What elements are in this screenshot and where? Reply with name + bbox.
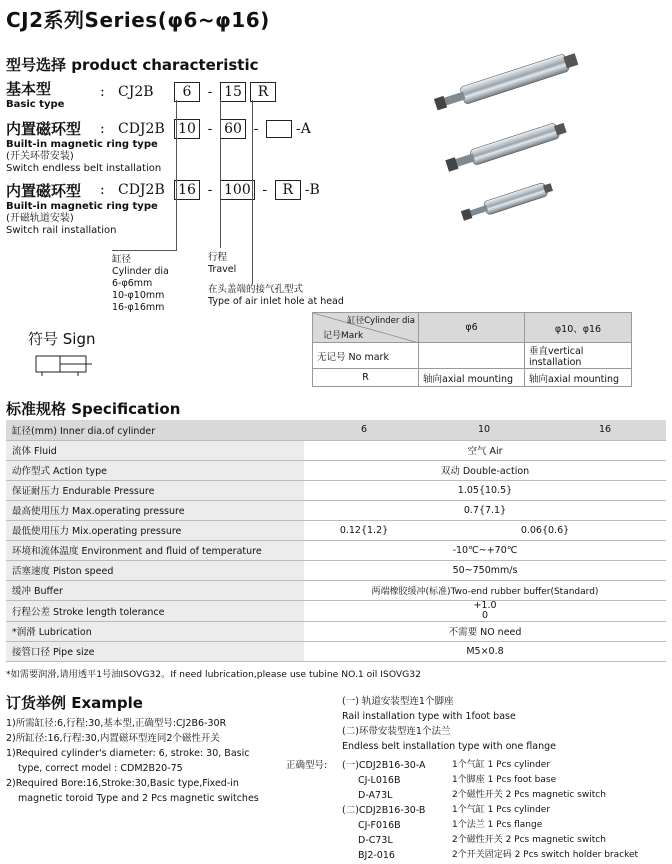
spec-label: 缓冲 Buffer	[6, 580, 304, 600]
model-row-label-en: Basic type	[6, 99, 65, 110]
bore-box: 16	[174, 180, 200, 200]
spec-row-pipe	[6, 641, 666, 661]
spec-value: 空气 Air	[304, 440, 666, 460]
bore-note-6: 6-φ6mm	[112, 278, 153, 289]
order-line: 1)所需缸径:6,行程:30,基本型,正确型号:CJ2B6-30R	[6, 718, 227, 729]
spec-heading: 标准规格 Specification	[6, 400, 181, 418]
model-prefix: CJ2B	[118, 84, 154, 100]
order-line: (二)环带安装型连1个法兰	[342, 726, 451, 737]
model-row-label-cn: 内置磁环型	[6, 182, 82, 200]
spec-label: 最高使用压力 Max.operating pressure	[6, 500, 304, 520]
sign-label: 符号 Sign	[28, 330, 96, 348]
item-code: D-C73L	[358, 835, 393, 846]
spec-value: 0.7{7.1}	[304, 500, 666, 520]
spec-value: 0.12{1.2}	[304, 520, 424, 540]
model-code-magnetic-b: : CDJ2B 16 - 100 - R -B	[100, 182, 320, 198]
mount-col-10-16: φ10、φ16	[525, 313, 632, 343]
spec-header-row	[6, 420, 666, 440]
item-desc: 1个气缸 1 Pcs cylinder	[452, 760, 551, 770]
corner-top-label: 缸径Cylinder dia	[347, 316, 415, 326]
item-code: BJ2-016	[358, 850, 395, 861]
model-row-sub-cn: (开磁轨道安装)	[6, 213, 74, 224]
spec-value: 0.06{0.6}	[424, 520, 666, 540]
order-line: 2)Required Bore:16,Stroke:30,Basic type,Fixed-in	[6, 778, 239, 789]
mount-cell: 垂直vertical installation	[525, 343, 632, 369]
model-section-heading: 型号选择 product characteristic	[6, 56, 259, 74]
model-row-label-cn: 基本型	[6, 80, 52, 98]
bore-box: 10	[174, 119, 200, 139]
mount-table	[312, 312, 632, 387]
travel-note-cn: 行程	[208, 252, 228, 263]
tolerance-upper: +1.0	[473, 599, 497, 611]
order-line: magnetic toroid Type and 2 Pcs magnetic switches	[18, 793, 259, 804]
code-box-empty	[266, 120, 292, 138]
mount-col-6: φ6	[419, 313, 525, 343]
item-code: (一)CDJ2B16-30-A	[342, 760, 426, 771]
code-box: R	[250, 82, 276, 102]
spec-label: 环境和流体温度 Environment and fluid of temperature	[6, 540, 304, 560]
bore-note-16: 16-φ16mm	[112, 302, 165, 313]
order-line: Rail installation type with 1foot base	[342, 711, 516, 722]
item-code: D-A73L	[358, 790, 393, 801]
model-code-basic: : CJ2B 6 - 15 R	[100, 82, 276, 102]
model-code-magnetic-a: : CDJ2B 10 - 60 - -A	[100, 121, 311, 137]
mount-table-corner	[313, 313, 419, 343]
inlet-note-cn: 在头盖端的接气孔型式	[208, 284, 304, 295]
bore-box: 6	[174, 82, 200, 102]
stroke-box: 60	[220, 119, 246, 139]
cylinder-symbol	[30, 352, 92, 376]
spec-label: *润滑 Lubrication	[6, 621, 304, 641]
spec-label: 最低使用压力 Mix.operating pressure	[6, 520, 304, 540]
inlet-leader-line	[252, 100, 253, 284]
spec-value: 不需要 NO need	[304, 621, 666, 641]
bore-note	[112, 254, 169, 314]
spec-header-10: 10	[424, 420, 544, 440]
mount-cell: R	[313, 369, 419, 387]
spec-row-temp	[6, 540, 666, 560]
spec-value: 两端橡胶缓冲(标准)Two-end rubber buffer(Standard)	[304, 580, 666, 600]
model-row-sub-cn: (开关环带安装)	[6, 151, 74, 162]
spec-value	[304, 600, 666, 621]
spec-row-min	[6, 520, 666, 540]
spec-footnote: *如需要润滑,请用透平1号油ISOVG32。If need lubrication,please use tubine NO.1 oil ISOVG32	[6, 669, 421, 680]
bore-note-en: Cylinder dia	[112, 266, 169, 277]
order-heading: 订货举例 Example	[6, 694, 143, 712]
spec-header-6: 6	[304, 420, 424, 440]
model-prefix: CDJ2B	[118, 121, 165, 137]
spec-header-16: 16	[544, 420, 666, 440]
spec-label: 流体 Fluid	[6, 440, 304, 460]
spec-value: -10℃~+70℃	[304, 540, 666, 560]
spec-value: 双动 Double-action	[304, 460, 666, 480]
spec-header-label: 缸径(mm) Inner dia.of cylinder	[6, 420, 304, 440]
tolerance-lower: 0	[481, 609, 489, 621]
stroke-box: 15	[220, 82, 246, 102]
code-box: R	[275, 180, 301, 200]
spec-row-lubrication	[6, 621, 666, 641]
cylinder-medium	[445, 120, 568, 174]
spec-label: 动作型式 Action type	[6, 460, 304, 480]
bore-note-cn: 缸径	[112, 254, 132, 265]
item-code: (二)CDJ2B16-30-B	[342, 805, 426, 816]
spec-label: 活塞速度 Piston speed	[6, 560, 304, 580]
item-desc: 1个脚座 1 Pcs foot base	[452, 775, 557, 785]
item-desc: 2个磁性开关 2 Pcs magnetic switch	[452, 835, 606, 845]
mount-row-nomark	[313, 343, 632, 369]
spec-value: 50~750mm/s	[304, 560, 666, 580]
inlet-note	[208, 284, 344, 308]
mount-cell: 轴向axial mounting	[525, 369, 632, 387]
order-line: 2)所缸径:16,行程:30,内置磁环型连同2个磁性开关	[6, 733, 220, 744]
model-row-label-en: Built-in magnetic ring type	[6, 201, 158, 212]
order-line: type, correct model : CDM2B20-75	[18, 763, 183, 774]
correct-model-label: 正确型号:	[286, 760, 328, 771]
order-line: (一) 轨道安装型连1个脚座	[342, 696, 454, 707]
travel-leader-line	[220, 100, 221, 248]
cylinder-large	[433, 50, 579, 113]
order-items	[342, 758, 638, 863]
spec-row-speed	[6, 560, 666, 580]
spec-label: 接管口径 Pipe size	[6, 641, 304, 661]
spec-value: 1.05{10.5}	[304, 480, 666, 500]
bore-leader-line	[176, 100, 177, 250]
spec-row-action	[6, 460, 666, 480]
order-line: 1)Required cylinder's diameter: 6, stroke: 30, Basic	[6, 748, 250, 759]
bore-leader-horizontal	[112, 250, 177, 251]
mount-cell: 轴向axial mounting	[419, 369, 525, 387]
page-title: CJ2系列Series(φ6~φ16)	[6, 8, 270, 32]
model-suffix: -B	[304, 182, 320, 198]
product-photo	[430, 40, 600, 230]
stroke-box: 100	[220, 180, 255, 200]
model-row-label-cn: 内置磁环型	[6, 120, 82, 138]
model-row-sub-en: Switch rail installation	[6, 225, 117, 236]
model-suffix: -A	[296, 121, 311, 137]
spec-label: 行程公差 Stroke length tolerance	[6, 600, 304, 621]
spec-value: M5×0.8	[304, 641, 666, 661]
model-row-sub-en: Switch endless belt installation	[6, 163, 162, 174]
item-desc: 1个法兰 1 Pcs flange	[452, 820, 543, 830]
mount-cell: 无记号 No mark	[313, 343, 419, 369]
mount-row-r	[313, 369, 632, 387]
spec-table	[6, 420, 666, 662]
model-row-label-en: Built-in magnetic ring type	[6, 139, 158, 150]
spec-label: 保证耐压力 Endurable Pressure	[6, 480, 304, 500]
order-line: Endless belt installation type with one flange	[342, 741, 557, 752]
order-right-top	[342, 694, 668, 754]
model-prefix: CDJ2B	[118, 182, 165, 198]
model-row-basic	[6, 78, 64, 111]
item-desc: 2个磁性开关 2 Pcs magnetic switch	[452, 790, 606, 800]
spec-row-max	[6, 500, 666, 520]
bore-note-10: 10-φ10mm	[112, 290, 165, 301]
spec-row-tolerance	[6, 600, 666, 621]
cylinder-small	[460, 180, 554, 222]
travel-note	[208, 252, 236, 276]
item-code: CJ-F016B	[358, 820, 401, 831]
item-desc: 1个气缸 1 Pcs cylinder	[452, 805, 551, 815]
mount-table-header	[313, 313, 632, 343]
travel-note-en: Travel	[208, 264, 237, 275]
spec-row-endurable	[6, 480, 666, 500]
mount-cell	[419, 343, 525, 369]
spec-row-fluid	[6, 440, 666, 460]
spec-row-buffer	[6, 580, 666, 600]
item-code: CJ-L016B	[358, 775, 401, 786]
corner-bottom-label: 记号Mark	[323, 331, 364, 341]
item-desc: 2个开关固定码 2 Pcs switch holder bracket	[452, 850, 639, 860]
inlet-note-en: Type of air inlet hole at head	[208, 296, 344, 307]
